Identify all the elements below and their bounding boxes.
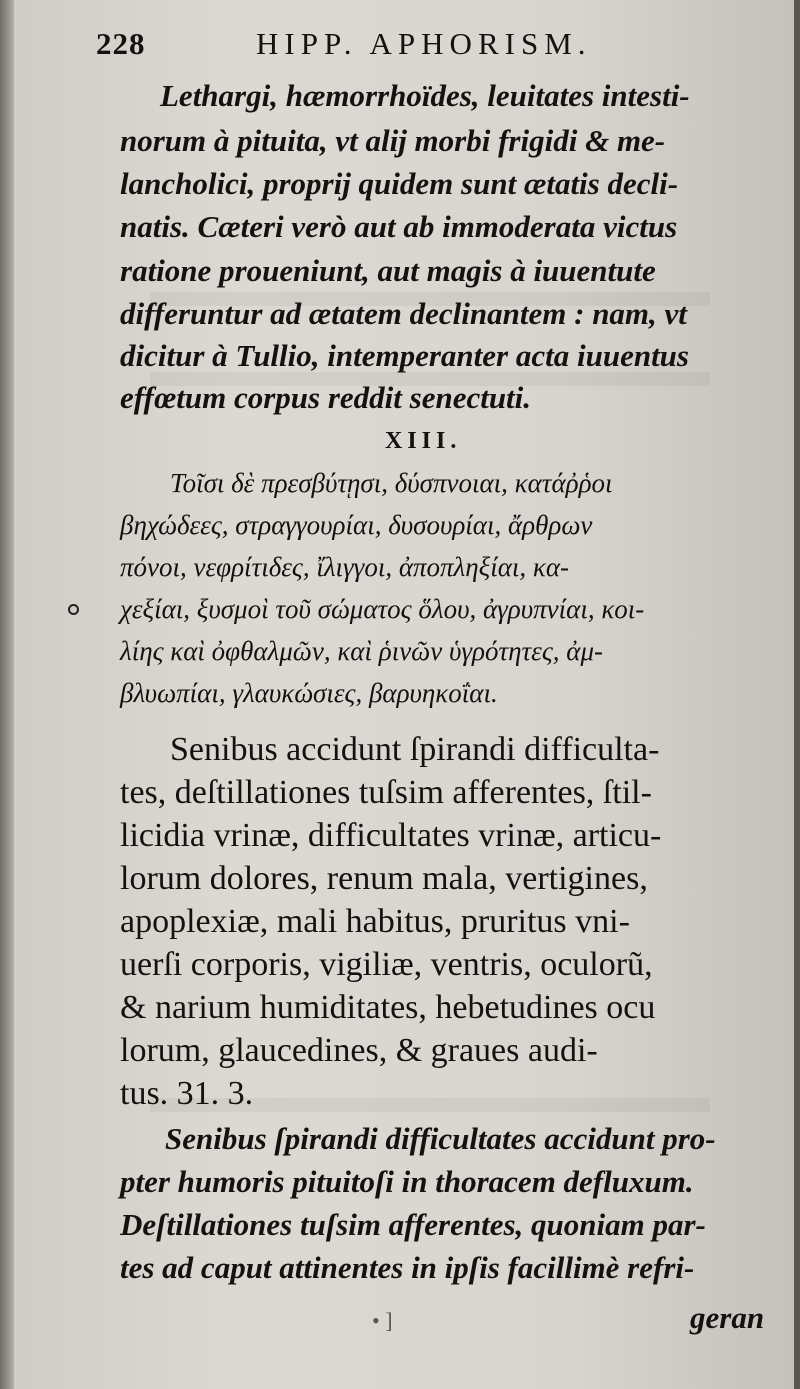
text-line: Lethargi, hæmorrhoïdes, leuitates intesti-	[160, 78, 690, 113]
text-line: differuntur ad ætatem declinantem : nam, vt	[120, 296, 687, 331]
text-line: ratione proueniunt, aut magis à iuuentute	[120, 253, 656, 288]
greek-line: βηχώδεες, στραγγουρίαι, δυσουρίαι, ἄρθρων	[120, 510, 593, 540]
running-title: HIPP. APHORISM.	[256, 26, 592, 61]
latin-line: licidia vrinæ, difficultates vrinæ, articu-	[120, 817, 662, 854]
latin-line: Senibus accidunt ſpirandi difficulta-	[170, 731, 660, 768]
text-line: dicitur à Tullio, intemperanter acta iuuentus	[120, 338, 689, 373]
latin-line: lorum dolores, renum mala, vertigines,	[120, 860, 648, 897]
text-line: natis. Cæteri verò aut ab immoderata victus	[120, 209, 678, 244]
signature-mark: • ]	[372, 1308, 393, 1333]
text-line: tes ad caput attinentes in ipſis facillimè refri-	[120, 1250, 695, 1285]
greek-line: χεξίαι, ξυσμοὶ τοῦ σώματος ὅλου, ἀγρυπνίαι, κοι-	[120, 594, 645, 624]
page-number: 228	[96, 26, 146, 61]
page-right-edge	[794, 0, 800, 1389]
page-header	[96, 26, 776, 66]
latin-line: lorum, glaucedines, & graues audi-	[120, 1032, 598, 1069]
text-line: norum à pituita, vt alij morbi frigidi & me-	[120, 123, 666, 158]
latin-line: & narium humiditates, hebetudines ocu	[120, 989, 656, 1026]
margin-mark	[68, 604, 79, 615]
page-gutter-shadow	[0, 0, 14, 1389]
greek-line: πόνοι, νεφρίτιδες, ἴλιγγοι, ἀποπληξίαι, κα-	[120, 552, 569, 582]
catchword: geran	[690, 1300, 765, 1335]
latin-line: tus. 31. 3.	[120, 1075, 254, 1112]
latin-line: tes, deſtillationes tuſsim afferentes, ſtil-	[120, 774, 652, 811]
text-line: effœtum corpus reddit senectuti.	[120, 380, 532, 415]
latin-line: apoplexiæ, mali habitus, pruritus vni-	[120, 903, 630, 940]
text-line: lancholici, proprij quidem sunt ætatis decli-	[120, 166, 679, 201]
text-line: Senibus ſpirandi difficultates accidunt pro-	[165, 1121, 716, 1156]
greek-line: λίης καὶ ὀφθαλμῶν, καὶ ῥινῶν ὑγρότητες, ἀμ-	[120, 636, 603, 666]
greek-line: βλυωπίαι, γλαυκώσιες, βαρυηκοΐαι.	[120, 678, 498, 708]
latin-line: uerſi corporis, vigiliæ, ventris, oculorũ,	[120, 946, 653, 983]
text-line: Deſtillationes tuſsim afferentes, quoniam par-	[120, 1207, 706, 1242]
text-line: pter humoris pituitoſi in thoracem defluxum.	[120, 1164, 694, 1199]
greek-line: Τοῖσι δὲ πρεσβύτῃσι, δύσπνοιαι, κατάῤῥοι	[170, 468, 613, 498]
aphorism-number: XIII.	[385, 428, 462, 454]
